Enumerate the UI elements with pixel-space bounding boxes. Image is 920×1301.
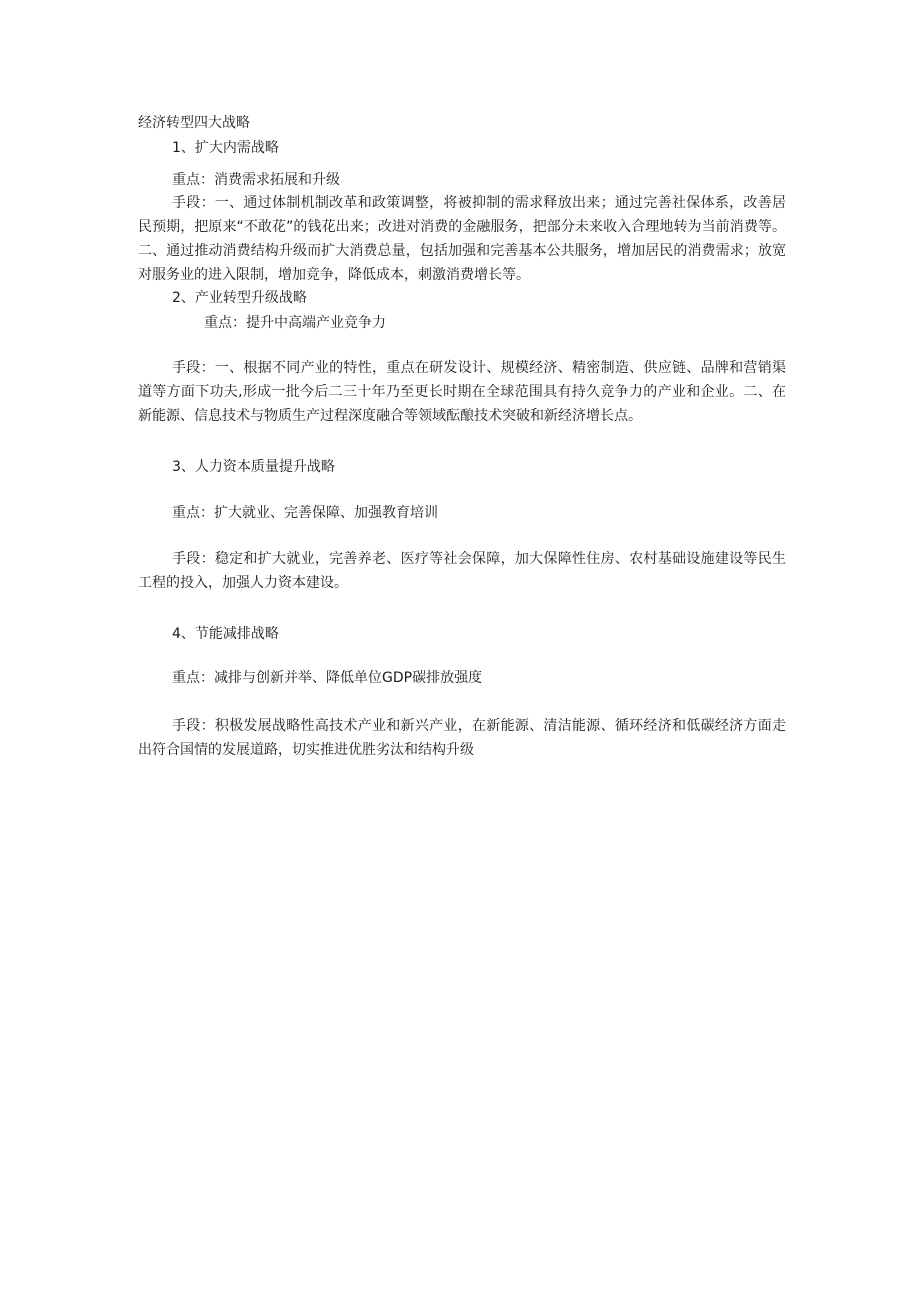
section-1-focus: 重点：消费需求拓展和升级 xyxy=(172,172,340,188)
section-2-heading: 2、产业转型升级战略 xyxy=(172,290,307,306)
section-1-means: 手段：一、通过体制机制改革和政策调整，将被抑制的需求释放出来；通过完善社保体系，改善居民预期，把原来“不敢花”的钱花出来；改进对消费的金融服务，把部分未来收入合理地转为当前消费等。二、通过推动消费结构升级而扩大消费总量，包括加强和完善基本公共服务，增加居民的消费需求；放宽对服务业的进入限制，增加竞争，降低成本，刺激消费增长等。 xyxy=(138,195,786,283)
section-3-focus: 重点：扩大就业、完善保障、加强教育培训 xyxy=(172,505,438,521)
section-3-heading: 3、人力资本质量提升战略 xyxy=(172,459,335,475)
section-4-focus: 重点：减排与创新并举、降低单位GDP碳排放强度 xyxy=(172,670,483,686)
section-2-focus: 重点：提升中高端产业竞争力 xyxy=(204,315,386,331)
section-4-heading: 4、节能减排战略 xyxy=(172,626,279,642)
section-4-means: 手段：积极发展战略性高技术产业和新兴产业，在新能源、清洁能源、循环经济和低碳经济方面走出符合国情的发展道路，切实推进优胜劣汰和结构升级 xyxy=(138,718,786,758)
section-2-means: 手段：一、根据不同产业的特性，重点在研发设计、规模经济、精密制造、供应链、品牌和营销渠道等方面下功夫,形成一批今后二三十年乃至更长时期在全球范围具有持久竞争力的产业和企业。二、在新能源、信息技术与物质生产过程深度融合等领域酝酿技术突破和新经济增长点。 xyxy=(138,360,786,424)
document-title: 经济转型四大战略 xyxy=(138,115,250,131)
section-1-heading: 1、扩大内需战略 xyxy=(172,140,279,156)
section-3-means: 手段：稳定和扩大就业，完善养老、医疗等社会保障，加大保障性住房、农村基础设施建设等民生工程的投入，加强人力资本建设。 xyxy=(138,551,786,591)
